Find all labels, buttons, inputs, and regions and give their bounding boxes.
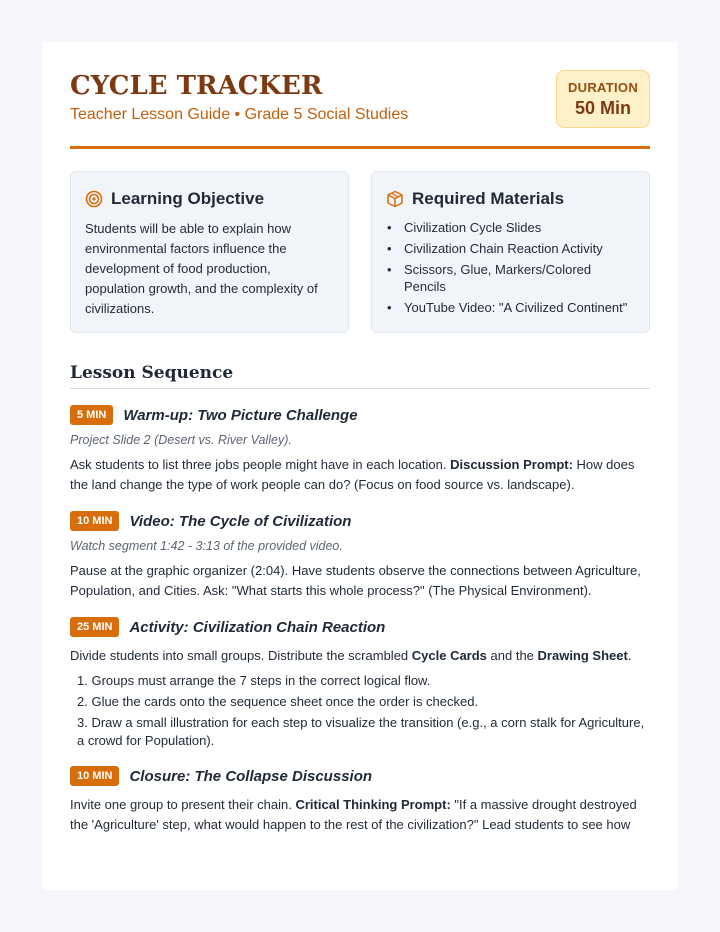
list-item: • YouTube Video: "A Civilized Continent" (386, 299, 635, 316)
step-title: Warm-up: Two Picture Challenge (123, 406, 358, 424)
objective-text: Students will be able to explain how environmental factors influence the development of food production, population growth, and the complexity of civilizations. (85, 221, 318, 316)
list-item: • Civilization Chain Reaction Activity (386, 240, 635, 257)
info-cards (70, 171, 650, 333)
package-icon (386, 190, 404, 208)
step-title: Video: The Cycle of Civilization (129, 512, 352, 530)
step-text: Invite one group to present their chain. (70, 797, 296, 812)
target-icon (85, 190, 103, 208)
step-prompt-label: Discussion Prompt: (450, 457, 573, 472)
list-item: • Civilization Cycle Slides (386, 219, 635, 236)
list-item: 2. Glue the cards onto the sequence sheet once the order is checked. (77, 694, 479, 709)
step-text: How does the land change the type of work people can do? (Focus on food source vs. landscape). (70, 457, 635, 492)
objective-title: Learning Objective (111, 189, 265, 208)
step-body: Pause at the graphic organizer (2:04). Have students observe the connections between Agriculture, Population, and Cities. Ask: "What starts this whole process?" (The Physical Environment). (70, 563, 641, 598)
step-closure (70, 765, 650, 835)
step-bold-term: Cycle Cards (411, 648, 487, 663)
lesson-page (42, 42, 678, 890)
duration-label: DURATION (567, 80, 639, 95)
header-divider (70, 146, 650, 149)
step-bold-term: Drawing Sheet (537, 648, 628, 663)
materials-title: Required Materials (412, 189, 565, 208)
header (70, 70, 650, 146)
step-title: Closure: The Collapse Discussion (129, 767, 373, 785)
time-badge: 5 MIN (70, 405, 113, 425)
step-subtitle: Watch segment 1:42 - 3:13 of the provided video. (70, 539, 343, 553)
step-text: Ask students to list three jobs people might have in each location. (70, 457, 451, 472)
duration-value: 50 Min (574, 98, 631, 118)
step-title: Activity: Civilization Chain Reaction (129, 618, 386, 636)
list-item: 3. Draw a small illustration for each step to visualize the transition (e.g., a corn stalk for Agriculture, a crowd for Population). (77, 715, 645, 748)
step-text: "If a massive drought destroyed the 'Agriculture' step, what would happen to the rest of the civilization?" Lead students to see how (70, 797, 637, 832)
time-badge: 25 MIN (70, 617, 119, 637)
section-title: Lesson Sequence (70, 363, 650, 389)
step-body (70, 455, 650, 495)
page-subtitle: Teacher Lesson Guide • Grade 5 Social Studies (70, 106, 409, 123)
step-header (70, 404, 650, 426)
duration-badge (556, 70, 650, 128)
step-text: and the (486, 648, 538, 663)
step-body (70, 646, 650, 666)
time-badge: 10 MIN (70, 511, 119, 531)
step-body (70, 795, 650, 835)
step-text: . (627, 648, 632, 663)
activity-steps-list (70, 672, 650, 750)
materials-list (386, 219, 635, 316)
step-text: Divide students into small groups. Distribute the scrambled (70, 648, 412, 663)
materials-header (386, 187, 635, 211)
step-header (70, 765, 650, 787)
step-activity (70, 616, 650, 750)
page-title: CYCLE TRACKER (70, 71, 323, 101)
step-warmup (70, 404, 650, 495)
list-item: • Scissors, Glue, Markers/Colored Pencils (386, 261, 635, 295)
step-header (70, 616, 650, 638)
step-header (70, 510, 650, 532)
time-badge: 10 MIN (70, 766, 119, 786)
step-prompt-label: Critical Thinking Prompt: (295, 797, 451, 812)
list-item: 1. Groups must arrange the 7 steps in the correct logical flow. (77, 673, 431, 688)
objective-card (70, 171, 349, 333)
step-video (70, 510, 650, 601)
materials-card (371, 171, 650, 333)
objective-header (85, 187, 334, 211)
step-subtitle: Project Slide 2 (Desert vs. River Valley). (70, 433, 292, 447)
